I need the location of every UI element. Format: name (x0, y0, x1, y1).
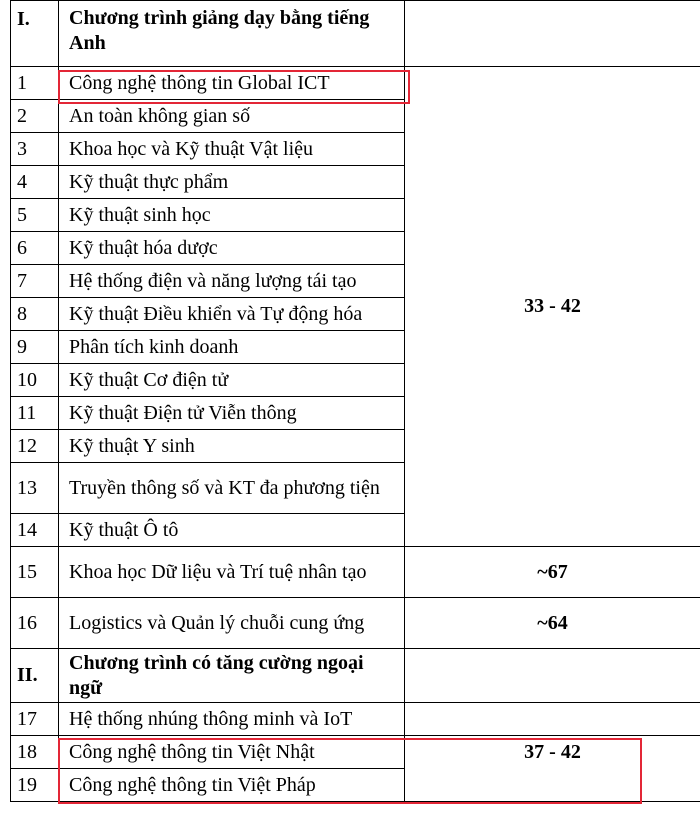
table-row (11, 703, 700, 736)
program-name: Công nghệ thông tin Việt Pháp (59, 769, 405, 802)
row-number: 6 (11, 232, 59, 265)
program-name: Truyền thông số và KT đa phương tiện (59, 463, 405, 514)
row-number: 19 (11, 769, 59, 802)
row-number: 13 (11, 463, 59, 514)
program-name: Khoa học và Kỹ thuật Vật liệu (59, 133, 405, 166)
row-number: 8 (11, 298, 59, 331)
row-number: 18 (11, 736, 59, 769)
score-value: ~64 (405, 598, 700, 649)
row-number: 2 (11, 100, 59, 133)
section-score-cell (405, 1, 700, 67)
program-name: Kỹ thuật Y sinh (59, 430, 405, 463)
row-number: 3 (11, 133, 59, 166)
row-number: 15 (11, 547, 59, 598)
section-number: II. (11, 649, 59, 703)
row-number: 7 (11, 265, 59, 298)
row-number: 4 (11, 166, 59, 199)
row-number: 17 (11, 703, 59, 736)
row-number: 1 (11, 67, 59, 100)
program-name: Kỹ thuật Điện tử Viễn thông (59, 397, 405, 430)
program-name: Công nghệ thông tin Việt Nhật (59, 736, 405, 769)
program-name: Kỹ thuật Ô tô (59, 514, 405, 547)
program-name: Hệ thống nhúng thông minh và IoT (59, 703, 405, 736)
section-score-cell (405, 649, 700, 703)
row-number: 5 (11, 199, 59, 232)
table-row (11, 736, 700, 769)
program-name: Hệ thống điện và năng lượng tái tạo (59, 265, 405, 298)
program-name: Kỹ thuật thực phẩm (59, 166, 405, 199)
program-name: Phân tích kinh doanh (59, 331, 405, 364)
score-empty-cell (405, 703, 700, 736)
section-header-row (11, 1, 700, 67)
section-number: I. (11, 1, 59, 67)
program-name: An toàn không gian số (59, 100, 405, 133)
score-range-cell: 37 - 42 (405, 736, 700, 802)
program-name: Kỹ thuật Điều khiển và Tự động hóa (59, 298, 405, 331)
section-title: Chương trình giảng dạy bằng tiếng Anh (59, 1, 405, 67)
section-header-row (11, 649, 700, 703)
score-value: ~67 (405, 547, 700, 598)
row-number: 12 (11, 430, 59, 463)
row-number: 16 (11, 598, 59, 649)
program-name: Kỹ thuật sinh học (59, 199, 405, 232)
table-row (11, 598, 700, 649)
score-range-cell: 33 - 42 (405, 67, 700, 547)
program-name: Logistics và Quản lý chuỗi cung ứng (59, 598, 405, 649)
table-row (11, 547, 700, 598)
program-name: Công nghệ thông tin Global ICT (59, 67, 405, 100)
program-name: Khoa học Dữ liệu và Trí tuệ nhân tạo (59, 547, 405, 598)
row-number: 9 (11, 331, 59, 364)
table-row (11, 67, 700, 100)
section-title: Chương trình có tăng cường ngoại ngữ (59, 649, 405, 703)
program-score-table (10, 0, 700, 802)
program-name: Kỹ thuật hóa dược (59, 232, 405, 265)
program-name: Kỹ thuật Cơ điện tử (59, 364, 405, 397)
row-number: 11 (11, 397, 59, 430)
row-number: 14 (11, 514, 59, 547)
row-number: 10 (11, 364, 59, 397)
